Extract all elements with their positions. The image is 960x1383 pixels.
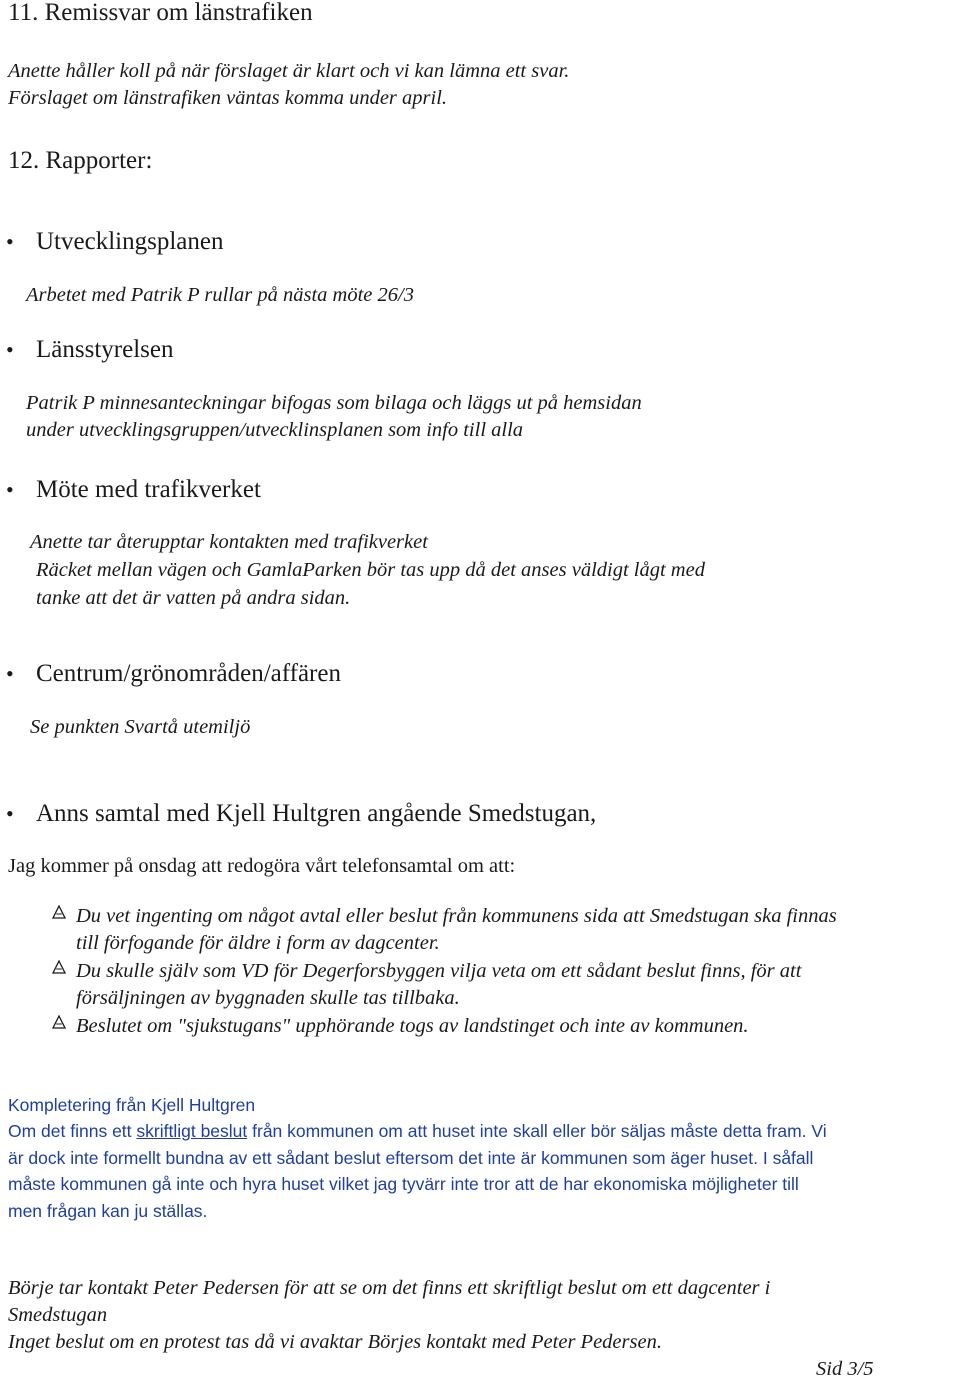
note-title: Kompletering från Kjell Hultgren: [8, 1095, 256, 1115]
bullet-1-line-1: Arbetet med Patrik P rullar på nästa möte 26/3: [26, 284, 414, 306]
point-1: [52, 903, 957, 959]
note-line-1-start: Om det finns ett: [8, 1121, 137, 1141]
bullet-lansstyrelsen: [6, 335, 906, 365]
warning-triangle-icon: [52, 960, 66, 974]
bullet-2-line-1: Patrik P minnesanteckningar bifogas som bilaga och läggs ut på hemsidan: [26, 392, 642, 414]
bullet-dot: •: [6, 229, 14, 254]
warning-triangle-icon: [52, 905, 66, 919]
bullet-dot: •: [6, 477, 14, 502]
bullet-centrum: [6, 659, 906, 689]
point-3-line-1: Beslutet om "sjukstugans" upphörande togs av landstinget och inte av kommunen.: [76, 1015, 749, 1037]
bullet-4-line-1: Se punkten Svartå utemiljö: [30, 716, 251, 738]
bullet-utvecklingsplanen: [6, 227, 906, 257]
bullet-3-line-1: Anette tar återupptar kontakten med trafikverket: [30, 531, 428, 553]
closing-line-1: Börje tar kontakt Peter Pedersen för att se om det finns ett skriftligt beslut om ett dagcenter i: [8, 1277, 771, 1299]
bullet-title: Länsstyrelsen: [36, 336, 174, 363]
point-2-line-1: Du skulle själv som VD för Degerforsbyggen vilja veta om ett sådant beslut finns, för att: [76, 960, 802, 982]
page-number: Sid 3/5: [816, 1358, 874, 1380]
bullet-title: Utvecklingsplanen: [36, 228, 224, 255]
bullet-2-line-2: under utvecklingsgruppen/utvecklinsplanen som info till alla: [26, 419, 524, 441]
note-line-3: måste kommunen gå inte och hyra huset vilket jag tyvärr inte tror att de har ekonomiska möjligheter till: [8, 1174, 799, 1194]
bullet-dot: •: [6, 661, 14, 686]
section-11-line-2: Förslaget om länstrafiken väntas komma under april.: [8, 87, 448, 109]
bullet-title: Möte med trafikverket: [36, 476, 261, 503]
bullet-title: Centrum/grönområden/affären: [36, 660, 341, 687]
warning-triangle-icon: [52, 1015, 66, 1029]
point-1-line-1: Du vet ingenting om något avtal eller beslut från kommunens sida att Smedstugan ska finnas: [76, 905, 837, 927]
bullet-title: Anns samtal med Kjell Hultgren angående Smedstugan,: [36, 800, 597, 827]
bullet-dot: •: [6, 337, 14, 362]
note-line-1: [8, 1118, 827, 1145]
section-11-heading: 11. Remissvar om länstrafiken: [8, 0, 313, 26]
bullet-3-line-2: Räcket mellan vägen och GamlaParken bör tas upp då det anses väldigt lågt med: [36, 559, 705, 581]
intro-text: Jag kommer på onsdag att redogöra vårt telefonsamtal om att:: [8, 855, 516, 877]
note-line-4: men frågan kan ju ställas.: [8, 1201, 208, 1221]
point-2: [52, 958, 957, 1014]
section-12-heading: 12. Rapporter:: [8, 147, 153, 174]
bullet-anns-samtal: [6, 799, 946, 829]
point-2-line-2: försäljningen av byggnaden skulle tas tillbaka.: [76, 987, 460, 1009]
note-underlined-phrase: skriftligt beslut: [136, 1121, 248, 1141]
point-3: [52, 1013, 957, 1041]
bullet-mote-med-trafikverket: [6, 475, 906, 505]
section-11-line-1: Anette håller koll på när förslaget är klart och vi kan lämna ett svar.: [8, 60, 570, 82]
closing-line-3: Inget beslut om en protest tas då vi avaktar Börjes kontakt med Peter Pedersen.: [8, 1331, 662, 1353]
note-line-2: är dock inte formellt bundna av ett sådant beslut eftersom det inte är kommunen som äger huset. I såfall: [8, 1148, 814, 1168]
note-line-1-end: från kommunen om att huset inte skall eller bör säljas måste detta fram. Vi: [247, 1121, 827, 1141]
bullet-dot: •: [6, 801, 14, 826]
bullet-3-line-3: tanke att det är vatten på andra sidan.: [36, 587, 351, 609]
closing-line-2: Smedstugan: [8, 1304, 108, 1326]
point-1-line-2: till förfogande för äldre i form av dagcenter.: [76, 932, 440, 954]
